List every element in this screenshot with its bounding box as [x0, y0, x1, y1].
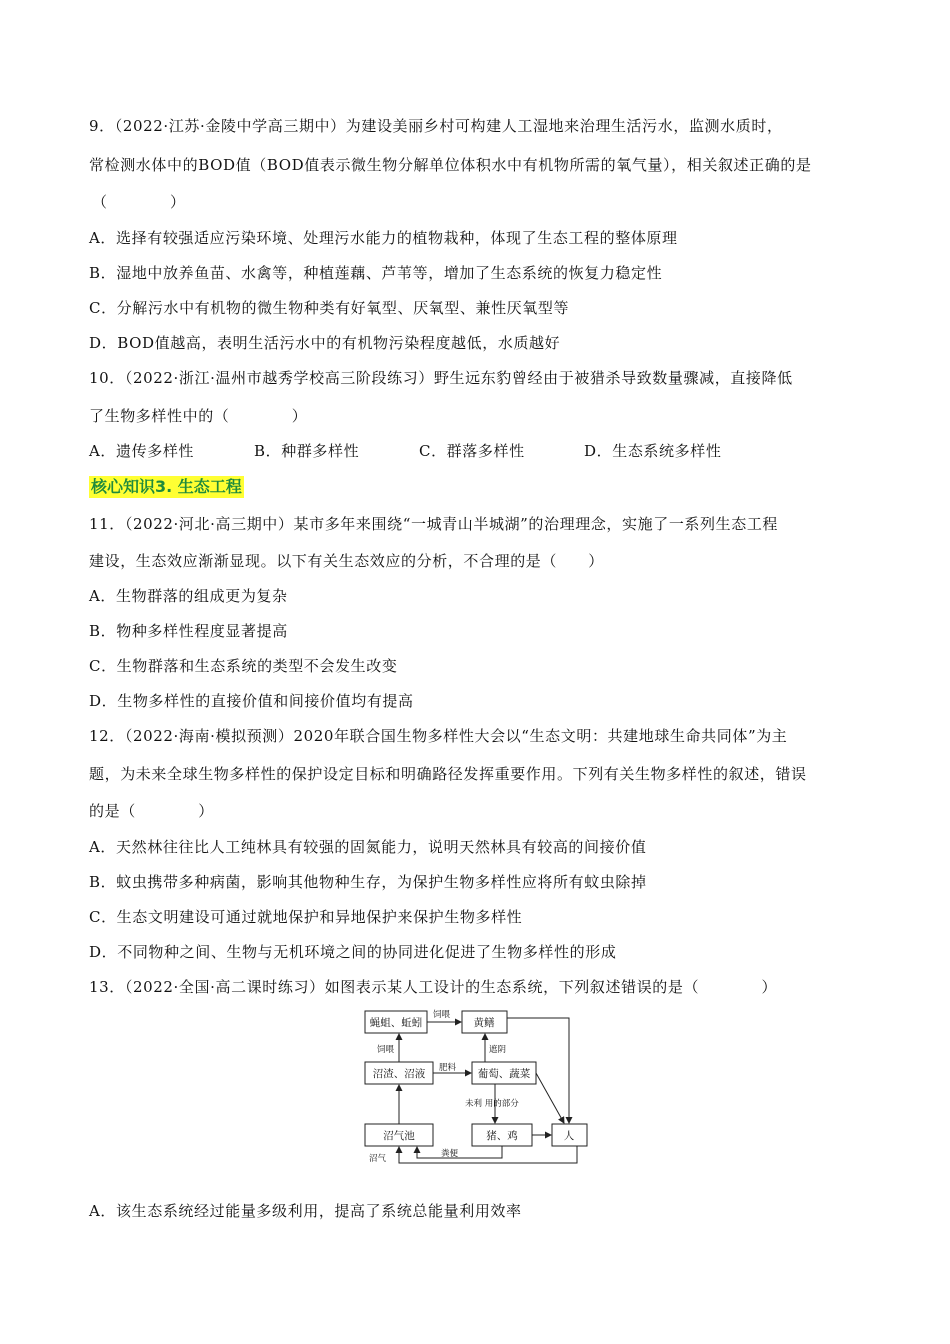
q12-option-a: A．天然林往往比人工纯林具有较强的固氮能力，说明天然林具有较高的间接价值: [89, 838, 647, 856]
diagram-label-feed-top: 饲喂: [433, 1010, 451, 1020]
q10-option-a: A．遗传多样性: [89, 442, 195, 460]
q9-answer-blank: （ ）: [92, 193, 186, 211]
q11-option-c: C．生物群落和生态系统的类型不会发生改变: [89, 657, 398, 675]
diagram-box-grape-text: 葡萄、蔬菜: [477, 1068, 531, 1080]
diagram-box-pool-text: 沼气池: [383, 1130, 415, 1142]
section-heading: 核心知识3. 生态工程: [91, 477, 242, 496]
diagram-label-shade: 遮阴: [489, 1045, 507, 1055]
arrow-pig-pool: [417, 1146, 502, 1158]
diagram-box-pig-text: 猪、鸡: [486, 1130, 518, 1142]
arrow-grape-human: [536, 1073, 564, 1123]
q10-option-b: B．种群多样性: [254, 442, 360, 460]
diagram-label-fertilizer: 肥料: [439, 1063, 457, 1073]
diagram-box-maggot-text: 蝇蛆、蚯蚓: [369, 1017, 423, 1029]
q10-option-c: C．群落多样性: [419, 442, 525, 460]
q9-stem-line2: 常检测水体中的BOD值（BOD值表示微生物分解单位体积水中有机物所需的氧气量），相关叙述正确的是: [89, 156, 812, 174]
arrow-human-pool: [399, 1146, 577, 1163]
q9-option-a: A．选择有较强适应污染环境、处理污水能力的植物栽种，体现了生态工程的整体原理: [89, 229, 678, 247]
q9-option-b: B．湿地中放养鱼苗、水禽等，种植莲藕、芦苇等，增加了生态系统的恢复力稳定性: [89, 264, 663, 282]
diagram-box-human-text: 人: [563, 1130, 575, 1142]
q10-stem-line1: 10．（2022·浙江·温州市越秀学校高三阶段练习）野生远东豹曾经由于被猎杀导致数量骤减，直接降低: [89, 369, 793, 387]
diagram-label-manure: 粪便: [441, 1149, 459, 1159]
diagram-box-eel-text: 黄鳝: [473, 1017, 495, 1029]
diagram-box-residue-text: 沼渣、沼液: [372, 1068, 426, 1080]
q12-option-d: D．不同物种之间、生物与无机环境之间的协同进化促进了生物多样性的形成: [89, 943, 617, 961]
q13-stem-line1: 13．（2022·全国·高二课时练习）如图表示某人工设计的生态系统，下列叙述错误的是（ ）: [89, 978, 778, 996]
q12-stem-line1: 12．（2022·海南·模拟预测）2020年联合国生物多样性大会以“生态文明：共建地球生命共同体”为主: [89, 727, 788, 745]
q11-stem-line2: 建设，生态效应渐渐显现。以下有关生态效应的分析，不合理的是（ ）: [89, 552, 604, 570]
ecosystem-diagram: [355, 1006, 595, 1168]
q9-option-c: C．分解污水中有机物的微生物种类有好氧型、厌氧型、兼性厌氧型等: [89, 299, 570, 317]
q11-option-d: D．生物多样性的直接价值和间接价值均有提高: [89, 692, 414, 710]
q10-stem-line2: 了生物多样性中的（ ）: [89, 407, 308, 425]
q10-options: [89, 441, 721, 461]
q9-stem-line1: 9．（2022·江苏·金陵中学高三期中）为建设美丽乡村可构建人工湿地来治理生活污水，监测水质时，: [89, 117, 783, 135]
q12-stem-line3: 的是（ ）: [89, 802, 214, 820]
q11-stem-line1: 11．（2022·河北·高三期中）某市多年来围绕“一城青山半城湖”的治理理念，实施了一系列生态工程: [89, 515, 779, 533]
diagram-label-feed-left: 饲喂: [377, 1045, 395, 1055]
diagram-label-biogas: 沼气: [369, 1154, 387, 1164]
q11-option-a: A．生物群落的组成更为复杂: [89, 587, 288, 605]
q13-option-a: A．该生态系统经过能量多级利用，提高了系统总能量利用效率: [89, 1202, 522, 1220]
diagram-label-unused: 未利 用的部分: [465, 1099, 519, 1109]
q11-option-b: B．物种多样性程度显著提高: [89, 622, 288, 640]
q12-stem-line2: 题，为未来全球生物多样性的保护设定目标和明确路径发挥重要作用。下列有关生物多样性的叙述，错误: [89, 765, 807, 783]
q12-option-c: C．生态文明建设可通过就地保护和异地保护来保护生物多样性: [89, 908, 523, 926]
q12-option-b: B．蚊虫携带多种病菌，影响其他物种生存，为保护生物多样性应将所有蚊虫除掉: [89, 873, 647, 891]
q10-option-d: D．生态系统多样性: [584, 442, 722, 460]
q9-option-d: D．BOD值越高，表明生活污水中的有机物污染程度越低，水质越好: [89, 334, 561, 352]
